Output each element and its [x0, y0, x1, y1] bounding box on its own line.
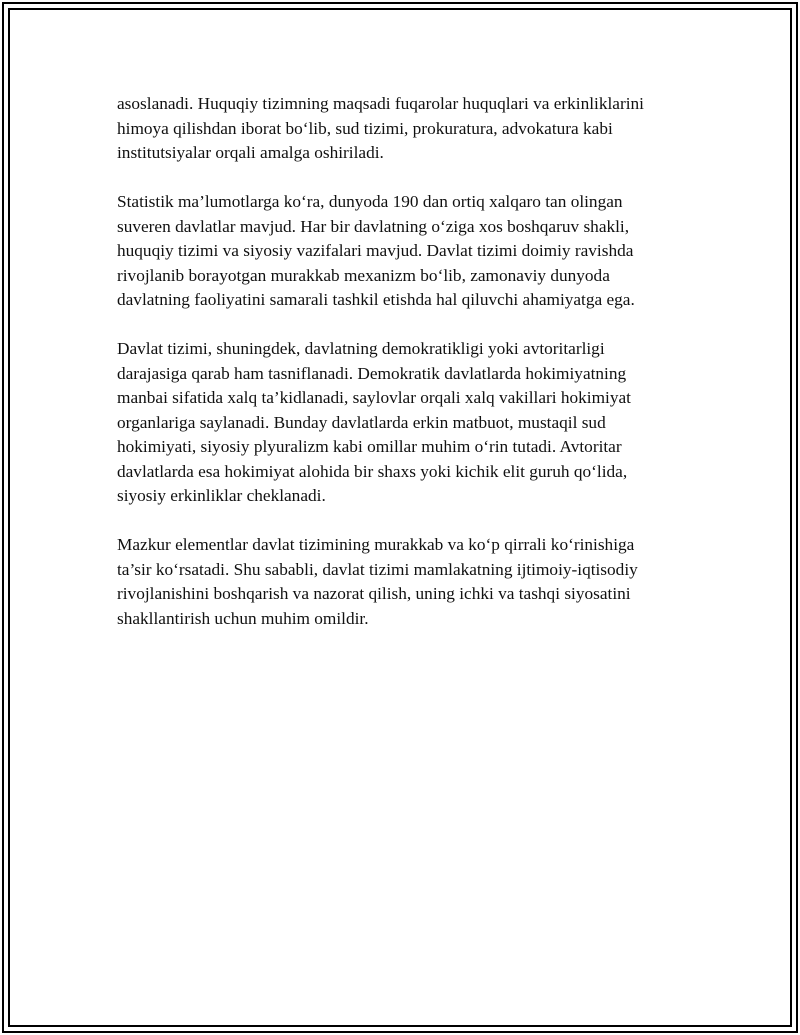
- text-line: Mazkur elementlar davlat tizimining murakkab va ko‘p qirrali ko‘rinishiga: [117, 535, 635, 554]
- text-line: siyosiy erkinliklar cheklanadi.: [117, 486, 326, 505]
- text-line: organlariga saylanadi. Bunday davlatlarda erkin matbuot, mustaqil sud: [117, 412, 606, 432]
- text-line: davlatning faoliyatini samarali tashkil etishda hal qiluvchi ahamiyatga ega.: [117, 290, 635, 309]
- text-line: huquqiy tizimi va siyosiy vazifalari mavjud. Davlat tizimi doimiy ravishda: [117, 241, 634, 260]
- text-line: hokimiyati, siyosiy plyuralizm kabi omillar muhim o‘rin tutadi. Avtoritar: [117, 437, 622, 456]
- text-line: himoya qilishdan iborat bo‘lib, sud tizimi, prokuratura, advokatura kabi: [117, 118, 613, 138]
- text-line: davlatlarda esa hokimiyat alohida bir shaxs yoki kichik elit guruh qo‘lida,: [117, 461, 628, 481]
- text-line: asoslanadi. Huquqiy tizimning maqsadi fuqarolar huquqlari va erkinliklarini: [117, 94, 644, 113]
- text-line: shakllantirish uchun muhim omildir.: [117, 608, 369, 628]
- text-line: manbai sifatida xalq ta’kidlanadi, saylovlar orqali xalq vakillari hokimiyat: [117, 388, 631, 407]
- paragraph-4: [117, 533, 717, 631]
- text-line: Davlat tizimi, shuningdek, davlatning demokratikligi yoki avtoritarligi: [117, 339, 605, 358]
- text-line: rivojlanishini boshqarish va nazorat qilish, uning ichki va tashqi siyosatini: [117, 584, 631, 603]
- paragraph-2: [117, 190, 717, 313]
- text-line: suveren davlatlar mavjud. Har bir davlatning o‘ziga xos boshqaruv shakli,: [117, 216, 630, 236]
- text-line: darajasiga qarab ham tasniflanadi. Demokratik davlatlarda hokimiyatning: [117, 363, 627, 383]
- text-line: Statistik ma’lumotlarga ko‘ra, dunyoda 190 dan ortiq xalqaro tan olingan: [117, 192, 623, 211]
- text-line: rivojlanib borayotgan murakkab mexanizm bo‘lib, zamonaviy dunyoda: [117, 265, 610, 285]
- document-body: [117, 92, 717, 656]
- paragraph-3: [117, 337, 717, 509]
- text-line: ta’sir ko‘rsatadi. Shu sababli, davlat tizimi mamlakatning ijtimoiy-iqtisodiy: [117, 559, 638, 579]
- text-line: institutsiyalar orqali amalga oshiriladi.: [117, 143, 384, 162]
- paragraph-1: [117, 92, 717, 166]
